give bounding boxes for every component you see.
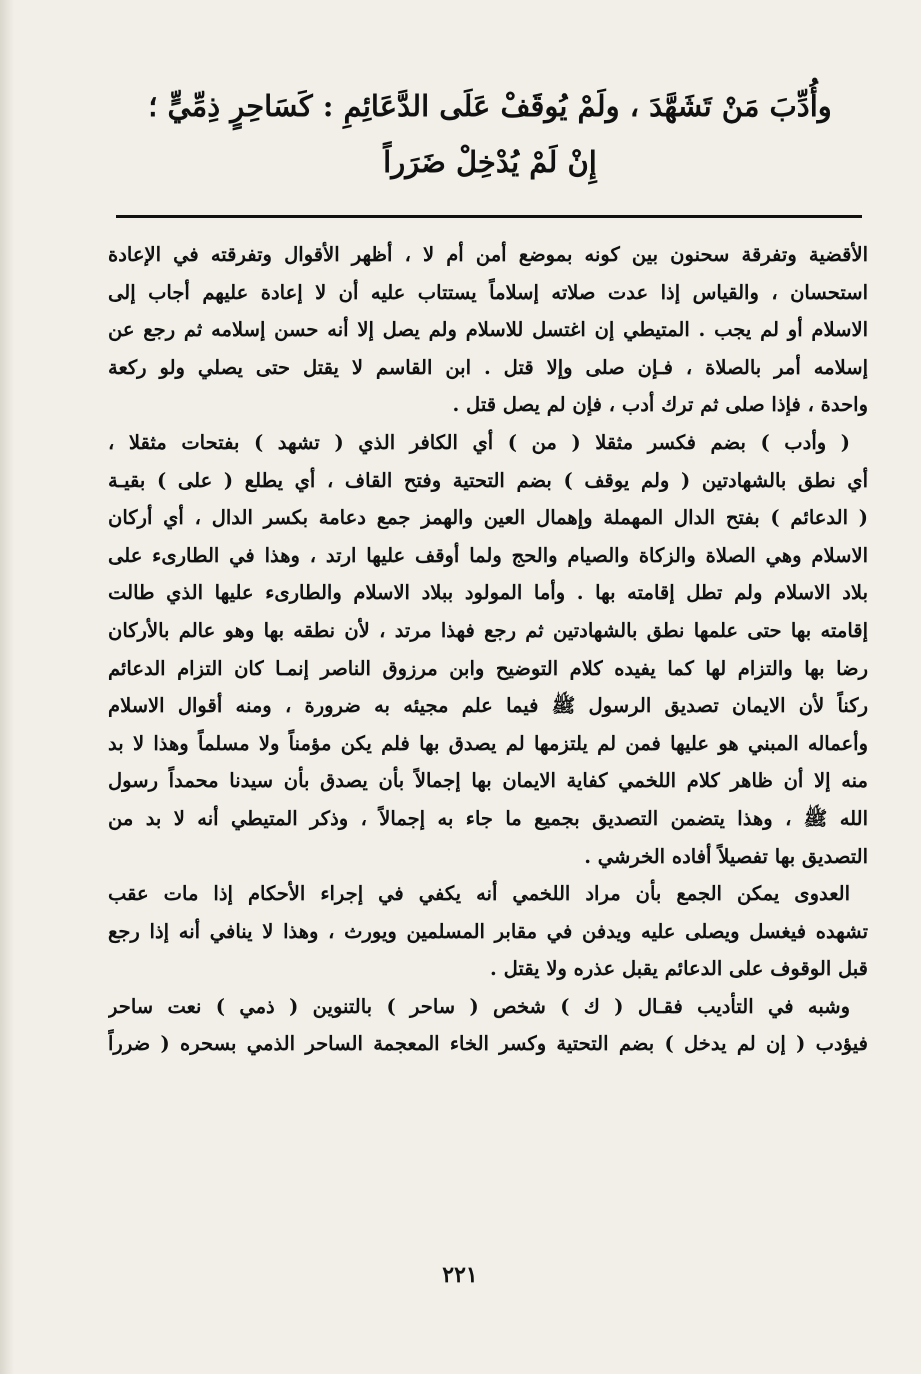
heading-divider bbox=[116, 215, 862, 218]
heading-line-2: إِنْ لَمْ يُدْخِلْ ضَرَراً bbox=[383, 145, 597, 179]
text-line: إقامته بها حتى علمها نطق بالشهادتين ثم رجع فهذا مرتد ، لأن نطقه بها وهو عالم بالأركان bbox=[108, 618, 868, 642]
text-line: فيؤدب ( إن لم يدخل ) بضم التحتية وكسر الخاء المعجمة الساحر الذمي بسحره ( ضرراً bbox=[108, 1032, 868, 1056]
text-line: الله ﷺ ، وهذا يتضمن التصديق بجميع ما جاء به إجمالاً ، وذكر المتيطي أنه لا بد من bbox=[108, 806, 868, 830]
text-line: إسلامه أمر بالصلاة ، فـإن صلى وإلا قتل . ابن القاسم لا يقتل حتى يصلي ولو ركعة bbox=[108, 355, 868, 379]
text-line: العدوى يمكن الجمع بأن مراد اللخمي أنه يكفي في إجراء الأحكام إذا مات عقب bbox=[108, 882, 850, 906]
commentary-text bbox=[108, 236, 868, 1063]
text-line: أي نطق بالشهادتين ( ولم يوقف ) بضم التحتية وفتح القاف ، أي يطلع ( على ) بقيـة bbox=[108, 468, 868, 492]
text-line: استحسان ، والقياس إذا عدت صلاته إسلاماً يستتاب عليه أن لا إعادة عليهم أجاب إلى bbox=[108, 280, 868, 304]
text-line: بلاد الاسلام ولم تطل إقامته بها . وأما المولود ببلاد الاسلام والطارىء عليها الذي طالت bbox=[108, 581, 868, 605]
text-line: واحدة ، فإذا صلى ثم ترك أدب ، فإن لم يصل قتل . bbox=[452, 393, 868, 417]
page-edge-shadow bbox=[0, 0, 14, 1374]
text-line: التصديق بها تفصيلاً أفاده الخرشي . bbox=[584, 844, 868, 868]
text-line: تشهده فيغسل ويصلى عليه ويدفن في مقابر المسلمين ويورث ، وهذا لا ينافي أنه إذا رجع bbox=[108, 919, 868, 943]
text-line: ( وأدب ) بضم فكسر مثقلا ( من ) أي الكافر الذي ( تشهد ) بفتحات مثقلا ، bbox=[108, 430, 850, 454]
text-line: قبل الوقوف على الدعائم يقبل عذره ولا يقتل . bbox=[490, 957, 868, 981]
text-line: الاسلام أو لم يجب . المتيطي إن اغتسل للاسلام ولم يصل إلا أنه حسن إسلامه ثم رجع عن bbox=[108, 318, 868, 342]
text-line: منه إلا أن ظاهر كلام اللخمي كفاية الايمان بها إجمالاً بأن يصدق بأن سيدنا محمداً رسول bbox=[108, 769, 868, 793]
text-line: ركناً لأن الايمان تصديق الرسول ﷺ فيما علم مجيئه به ضرورة ، ومنه أقوال الاسلام bbox=[108, 694, 868, 718]
text-line: ( الدعائم ) بفتح الدال المهملة وإهمال العين والهمز جمع دعامة بكسر الدال ، أي أركان bbox=[108, 506, 868, 530]
heading-line-1: وأُدِّبَ مَنْ تَشَهَّدَ ، ولَمْ يُوقَفْ عَلَى الدَّعَائِمِ : كَسَاحِرٍ ذِمِّيٍّ ؛ bbox=[148, 89, 832, 123]
text-line: وأعماله المبني هو عليها فمن لم يلتزمها لم يصدق بها فلم يكن مؤمناً ولا مسلماً وهذا لا بد bbox=[108, 731, 868, 755]
text-line: رضا بها والتزام لها كما يفيده كلام التوضيح وابن مرزوق الناصر إنمـا كان التزام الدعائم bbox=[108, 656, 868, 680]
text-line: الاسلام وهي الصلاة والزكاة والصيام والحج ولما أوقف عليها ارتد ، وهذا في الطارىء على bbox=[108, 543, 868, 567]
text-line: الأقضية وتفرقة سحنون بين كونه بموضع أمن أم لا ، أظهر الأقوال وتفرقته في الإعادة bbox=[108, 243, 868, 266]
page-number: ٢٢١ bbox=[442, 1262, 478, 1288]
text-line: وشبه في التأديب فقـال ( ك ) شخص ( ساحر ) بالتنوين ( ذمي ) نعت ساحر bbox=[108, 994, 850, 1018]
matn-heading bbox=[120, 78, 860, 190]
